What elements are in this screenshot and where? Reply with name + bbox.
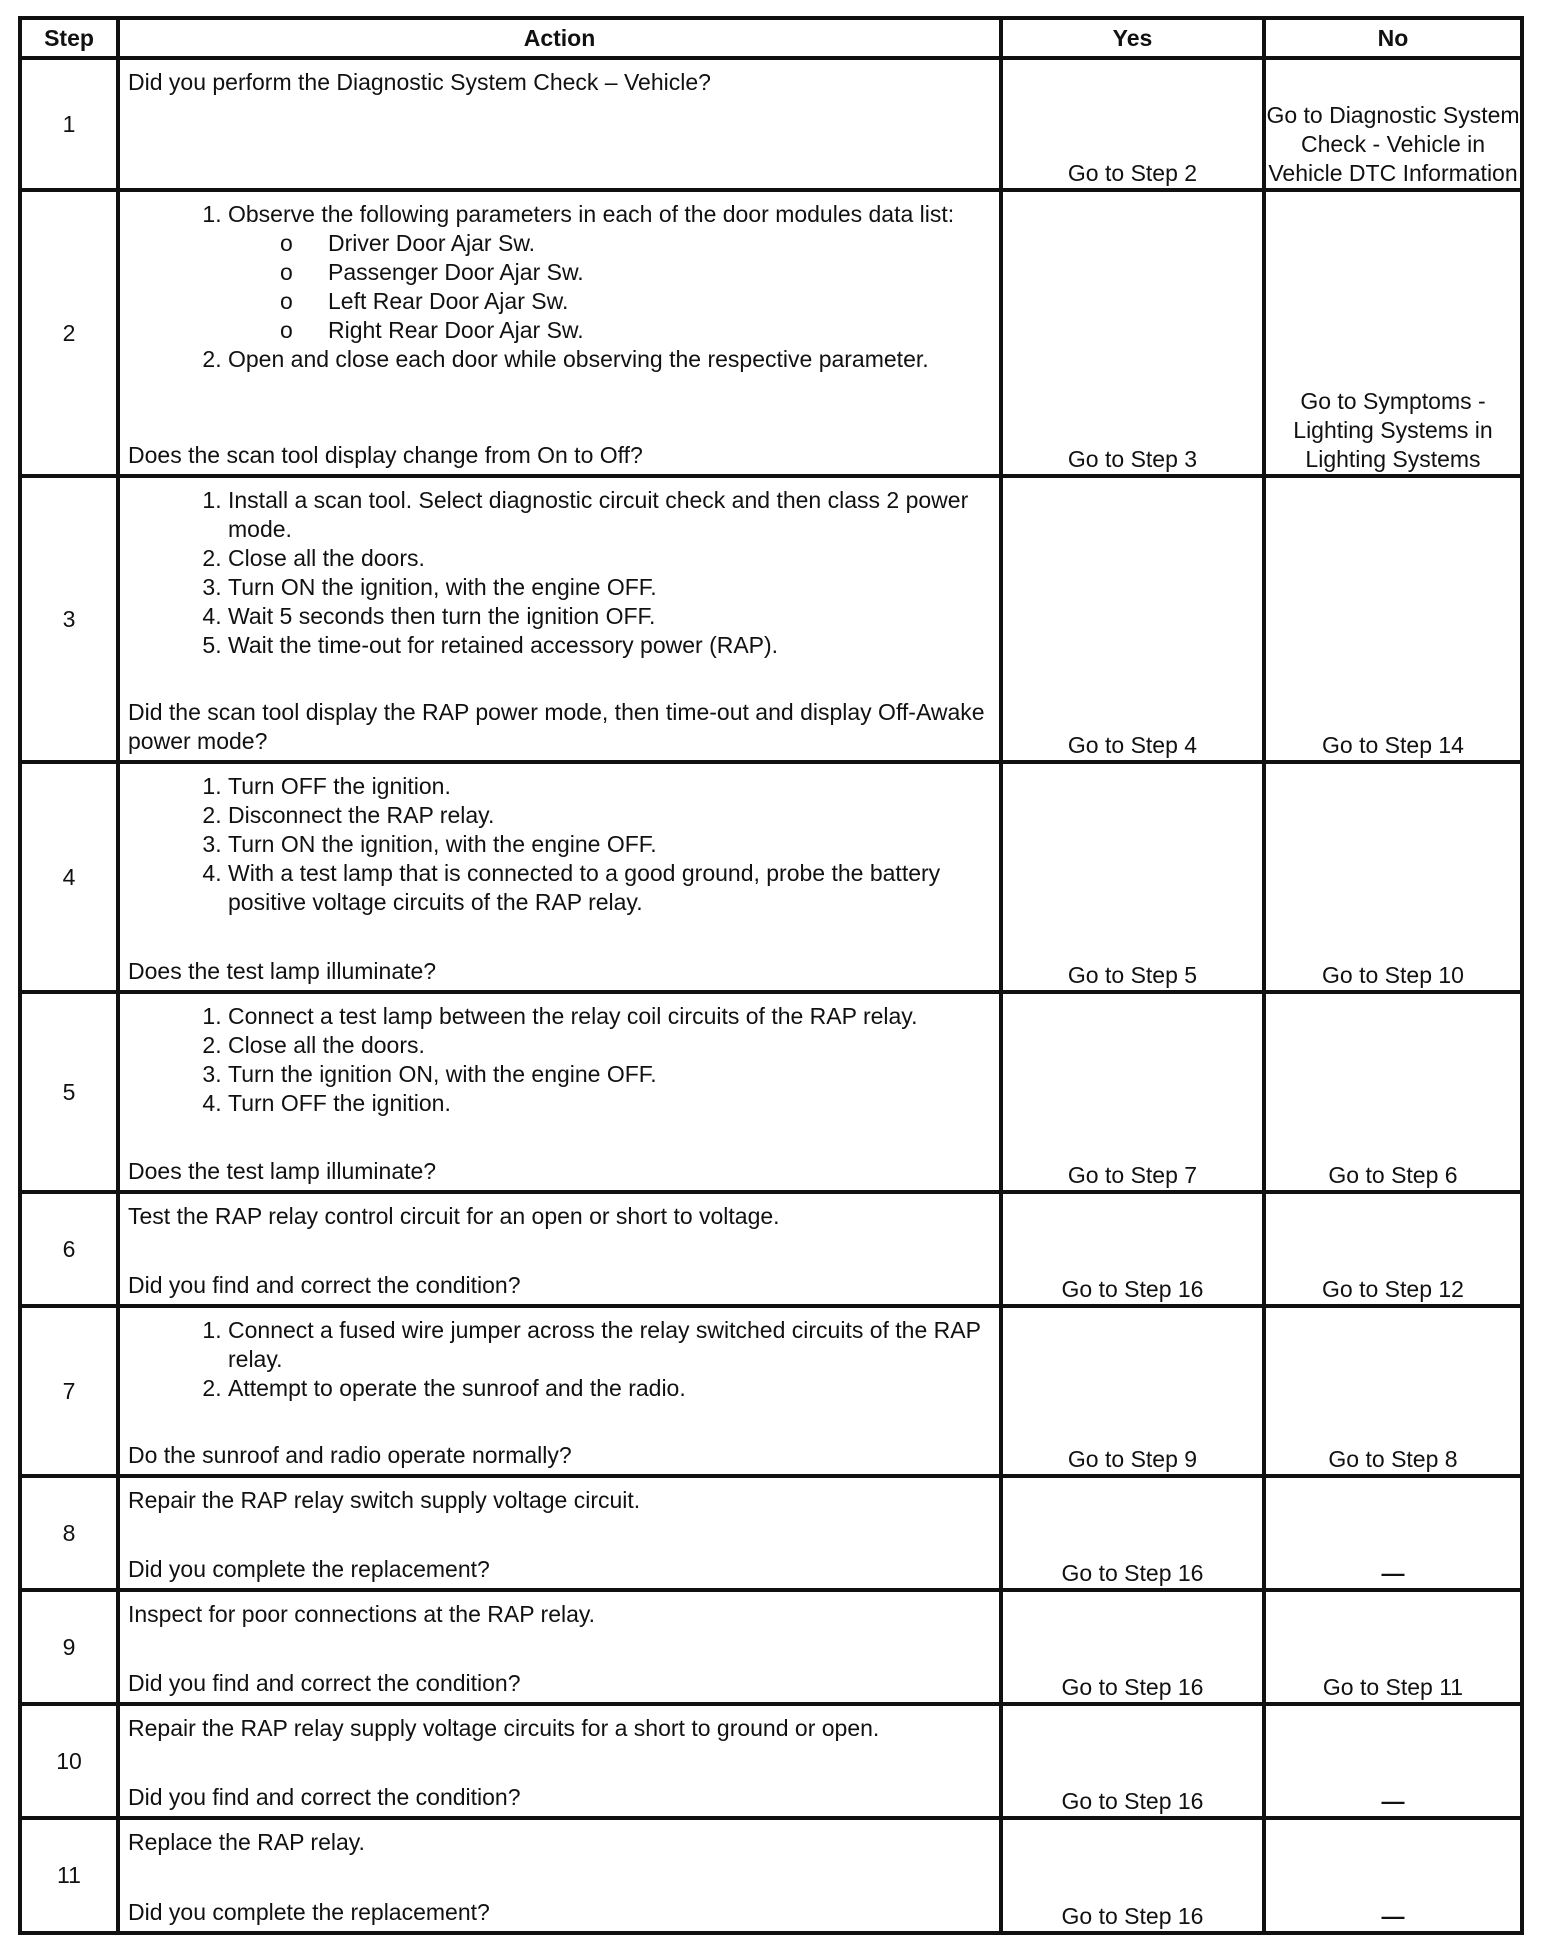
action-step-text: Close all the doors.: [228, 1032, 425, 1058]
action-instructions: [128, 1002, 991, 1118]
action-step: [228, 544, 991, 573]
action-step: [228, 1060, 991, 1089]
action-step: [228, 602, 991, 631]
action-step-text: With a test lamp that is connected to a good ground, probe the battery positive voltage circuits of the RAP relay.: [228, 860, 941, 915]
action-step: [228, 345, 991, 374]
action-intro: Did you perform the Diagnostic System Check – Vehicle?: [128, 69, 711, 95]
action-question: Did the scan tool display the RAP power mode, then time-out and display Off-Awake power mode?: [128, 699, 985, 754]
action-cell: [118, 1306, 1001, 1476]
no-result: Go to Step 6: [1264, 992, 1522, 1192]
action-instructions: [128, 1316, 991, 1403]
action-content: [120, 478, 999, 760]
parameter-list: [228, 229, 991, 345]
step-number: 9: [20, 1590, 118, 1704]
action-step-text: Install a scan tool. Select diagnostic circuit check and then class 2 power mode.: [228, 487, 969, 542]
action-content: [120, 994, 999, 1190]
table-row: [20, 1192, 1522, 1306]
action-content: [120, 1592, 999, 1702]
action-step-text: Wait the time-out for retained accessory power (RAP).: [228, 632, 779, 658]
action-cell: [118, 762, 1001, 992]
action-step-text: Wait 5 seconds then turn the ignition OFF.: [228, 603, 656, 629]
action-intro: Repair the RAP relay supply voltage circuits for a short to ground or open.: [128, 1715, 880, 1741]
action-question: Does the test lamp illuminate?: [128, 958, 437, 984]
no-result: Go to Step 8: [1264, 1306, 1522, 1476]
table-row: [20, 762, 1522, 992]
action-step: [228, 1002, 991, 1031]
action-content: [120, 764, 999, 990]
action-question: Did you find and correct the condition?: [128, 1272, 521, 1298]
action-instructions: [128, 200, 991, 374]
yes-result: Go to Step 16: [1001, 1590, 1264, 1704]
yes-result: Go to Step 16: [1001, 1818, 1264, 1933]
diagnostic-table: [18, 16, 1524, 1935]
action-cell: [118, 992, 1001, 1192]
action-step-list: [128, 1316, 991, 1403]
action-instructions: [128, 1600, 991, 1629]
table-row: [20, 190, 1522, 476]
header-no: No: [1264, 18, 1522, 58]
action-step-text: Turn ON the ignition, with the engine OFF.: [228, 574, 657, 600]
step-number: 11: [20, 1818, 118, 1933]
action-instructions: [128, 68, 991, 97]
action-question: Did you complete the replacement?: [128, 1899, 490, 1925]
action-step-text: Connect a fused wire jumper across the relay switched circuits of the RAP relay.: [228, 1317, 981, 1372]
action-step-text: Attempt to operate the sunroof and the radio.: [228, 1375, 686, 1401]
action-cell: [118, 1192, 1001, 1306]
action-instructions: [128, 1486, 991, 1515]
action-step: [228, 1374, 991, 1403]
parameter-item: o Driver Door Ajar Sw.: [328, 229, 991, 258]
yes-result: Go to Step 7: [1001, 992, 1264, 1192]
action-content: [120, 1820, 999, 1931]
action-content: [120, 1194, 999, 1304]
action-step-text: Open and close each door while observing the respective parameter.: [228, 346, 929, 372]
action-cell: [118, 190, 1001, 476]
step-number: 10: [20, 1704, 118, 1818]
action-instructions: [128, 772, 991, 917]
yes-result: Go to Step 5: [1001, 762, 1264, 992]
action-question: Did you find and correct the condition?: [128, 1670, 521, 1696]
action-question: Does the test lamp illuminate?: [128, 1158, 437, 1184]
no-result: —: [1264, 1704, 1522, 1818]
no-result: Go to Step 11: [1264, 1590, 1522, 1704]
step-number: 4: [20, 762, 118, 992]
no-result: —: [1264, 1476, 1522, 1590]
action-step-text: Turn ON the ignition, with the engine OFF.: [228, 831, 657, 857]
yes-result: Go to Step 3: [1001, 190, 1264, 476]
action-content: [120, 1706, 999, 1816]
action-instructions: [128, 1828, 991, 1857]
action-question: Do the sunroof and radio operate normally?: [128, 1442, 572, 1468]
step-number: 6: [20, 1192, 118, 1306]
action-question: Did you find and correct the condition?: [128, 1784, 521, 1810]
parameter-item: o Right Rear Door Ajar Sw.: [328, 316, 991, 345]
action-cell: [118, 58, 1001, 190]
action-cell: [118, 1818, 1001, 1933]
table-row: [20, 1590, 1522, 1704]
action-cell: [118, 476, 1001, 762]
action-step: [228, 573, 991, 602]
parameter-item: o Passenger Door Ajar Sw.: [328, 258, 991, 287]
action-step-list: [128, 772, 991, 917]
no-result: Go to Diagnostic System Check - Vehicle in Vehicle DTC Information: [1264, 58, 1522, 190]
action-question: Did you complete the replacement?: [128, 1556, 490, 1582]
action-step: [228, 859, 991, 917]
action-content: [120, 60, 999, 188]
action-instructions: [128, 1202, 991, 1231]
action-cell: [118, 1476, 1001, 1590]
step-number: 3: [20, 476, 118, 762]
action-step-list: [128, 486, 991, 660]
step-number: 7: [20, 1306, 118, 1476]
step-number: 8: [20, 1476, 118, 1590]
action-intro: Test the RAP relay control circuit for an open or short to voltage.: [128, 1203, 780, 1229]
action-step-text: Observe the following parameters in each of the door modules data list:: [228, 201, 955, 227]
table-row: [20, 992, 1522, 1192]
action-question: Does the scan tool display change from On to Off?: [128, 442, 643, 468]
action-instructions: [128, 1714, 991, 1743]
no-result: Go to Step 14: [1264, 476, 1522, 762]
step-number: 2: [20, 190, 118, 476]
action-cell: [118, 1590, 1001, 1704]
yes-result: Go to Step 4: [1001, 476, 1264, 762]
action-step-list: [128, 1002, 991, 1118]
parameter-item: o Left Rear Door Ajar Sw.: [328, 287, 991, 316]
action-step: [228, 1316, 991, 1374]
action-step-list: [128, 200, 991, 374]
action-step-text: Turn OFF the ignition.: [228, 773, 451, 799]
table-row: [20, 1306, 1522, 1476]
no-result: Go to Step 12: [1264, 1192, 1522, 1306]
no-result: —: [1264, 1818, 1522, 1933]
step-number: 1: [20, 58, 118, 190]
action-step: [228, 1031, 991, 1060]
no-result: Go to Symptoms - Lighting Systems in Lighting Systems: [1264, 190, 1522, 476]
header-row: [20, 18, 1522, 58]
table-row: [20, 476, 1522, 762]
no-result: Go to Step 10: [1264, 762, 1522, 992]
table-row: [20, 1704, 1522, 1818]
action-step: [228, 1089, 991, 1118]
table-row: [20, 1476, 1522, 1590]
yes-result: Go to Step 16: [1001, 1704, 1264, 1818]
action-step-text: Turn the ignition ON, with the engine OFF.: [228, 1061, 657, 1087]
table-row: [20, 58, 1522, 190]
header-step: Step: [20, 18, 118, 58]
header-yes: Yes: [1001, 18, 1264, 58]
action-cell: [118, 1704, 1001, 1818]
action-step: [228, 830, 991, 859]
yes-result: Go to Step 2: [1001, 58, 1264, 190]
action-step-text: Disconnect the RAP relay.: [228, 802, 495, 828]
action-step: [228, 631, 991, 660]
header-action: Action: [118, 18, 1001, 58]
action-step-text: Close all the doors.: [228, 545, 425, 571]
action-step-text: Connect a test lamp between the relay coil circuits of the RAP relay.: [228, 1003, 918, 1029]
yes-result: Go to Step 9: [1001, 1306, 1264, 1476]
action-intro: Replace the RAP relay.: [128, 1829, 365, 1855]
action-content: [120, 1308, 999, 1474]
yes-result: Go to Step 16: [1001, 1192, 1264, 1306]
action-instructions: [128, 486, 991, 660]
action-step: [228, 486, 991, 544]
yes-result: Go to Step 16: [1001, 1476, 1264, 1590]
action-content: [120, 192, 999, 474]
step-number: 5: [20, 992, 118, 1192]
action-step: [228, 801, 991, 830]
action-content: [120, 1478, 999, 1588]
action-step: [228, 200, 991, 345]
action-step: [228, 772, 991, 801]
table-row: [20, 1818, 1522, 1933]
action-step-text: Turn OFF the ignition.: [228, 1090, 451, 1116]
diagnostic-body: [20, 58, 1522, 1933]
action-intro: Repair the RAP relay switch supply voltage circuit.: [128, 1487, 641, 1513]
action-intro: Inspect for poor connections at the RAP relay.: [128, 1601, 596, 1627]
